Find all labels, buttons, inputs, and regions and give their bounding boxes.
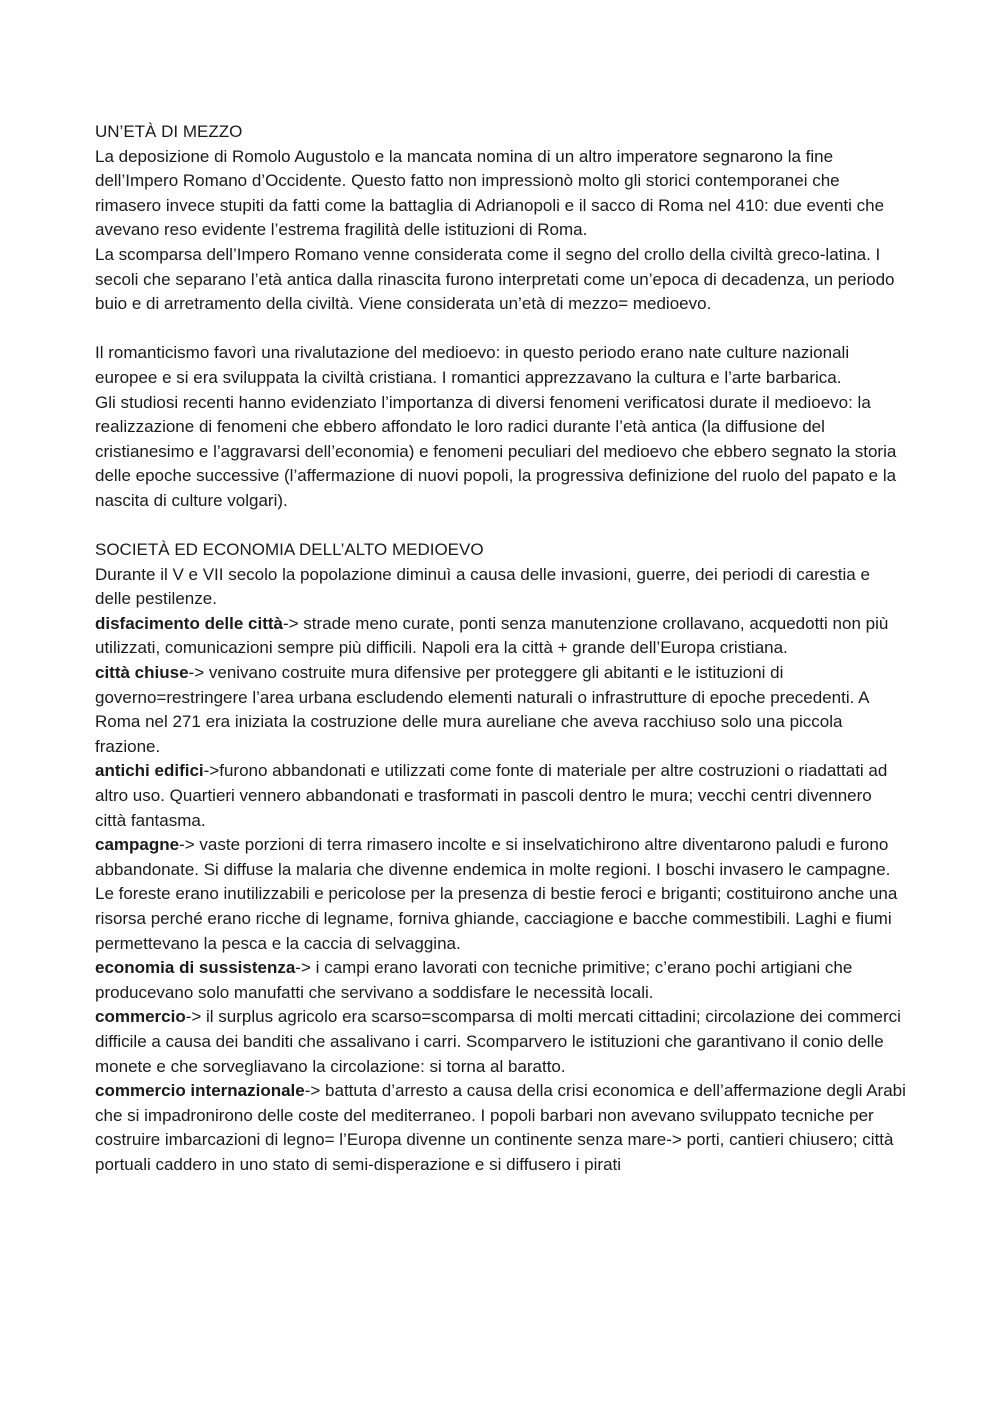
item-term: commercio internazionale [95,1081,305,1101]
list-item [95,612,907,661]
list-item [95,661,907,759]
item-term: disfacimento delle città [95,613,283,633]
item-text: ->furono abbandonati e utilizzati come fonte di materiale per altre costruzioni o riadattati ad altro uso. Quartieri vennero abbandonati e trasformati in pascoli dentro le mura; vecchi centri divennero città fantasma. [95,761,888,830]
item-text: -> strade meno curate, ponti senza manutenzione crollavano, acquedotti non più utilizzati, comunicazioni sempre più difficili. Napoli era la città + grande dell’Europa cristiana. [95,613,889,658]
document-body [95,120,907,1178]
item-text: -> venivano costruite mura difensive per proteggere gli abitanti e le istituzioni di governo=restringere l’area urbana escludendo elementi naturali o infrastrutture di epoche precedenti. A Roma nel 271 era iniziata la costruzione delle mura aureliane che aveva racchiuso solo una piccola frazione. [95,663,869,756]
section-heading-societa-economia: SOCIETÀ ED ECONOMIA DELL’ALTO MEDIOEVO [95,540,484,560]
item-text: -> battuta d’arresto a causa della crisi economica e dell’affermazione degli Arabi che si impadronirono delle coste del mediterraneo. I popoli barbari non avevano sviluppato tecniche per costruire imbarcazioni di legno= l’Europa divenne un continente senza mare-> porti, cantieri chiusero; città portuali caddero in uno stato di semi-disperazione e si diffusero i pirati [95,1081,906,1174]
list-item [95,833,907,956]
list-item [95,1079,907,1177]
paragraph: Il romanticismo favorì una rivalutazione del medioevo: in questo periodo erano nate culture nazionali europee e si era sviluppata la civiltà cristiana. I romantici apprezzavano la cultura e l’arte barbarica. [95,343,850,387]
paragraph: Gli studiosi recenti hanno evidenziato l’importanza di diversi fenomeni verificatosi durate il medioevo: la realizzazione di fenomeni che ebbero affondato le loro radici durante l’età antica (la diffusione del cristianesimo e l’aggravarsi dell’economia) e fenomeni peculiari del medioevo che ebbero segnato la storia delle epoche successive (l’affermazione di nuovi popoli, la progressiva definizione del ruolo del papato e la nascita di culture volgari). [95,392,897,510]
item-term: campagne [95,835,180,855]
item-text: -> il surplus agricolo era scarso=scomparsa di molti mercati cittadini; circolazione dei commerci difficile a causa dei banditi che assalivano i carri. Scomparvero le istituzioni che garantivano il conio delle monete e che sorvegliavano la circolazione: si torna al baratto. [95,1007,901,1076]
blank-line [95,514,907,539]
item-term: antichi edifici [95,761,204,781]
list-item [95,1005,907,1079]
paragraph: La scomparsa dell’Impero Romano venne considerata come il segno del crollo della civiltà greco-latina. I secoli che separano l’età antica dalla rinascita furono interpretati come un’epoca di decadenza, un periodo buio e di arretramento della civiltà. Viene considerata un’età di mezzo= medioevo. [95,244,895,314]
paragraph: Durante il V e VII secolo la popolazione diminuì a causa delle invasioni, guerre, dei periodi di carestia e delle pestilenze. [95,564,870,609]
paragraph: La deposizione di Romolo Augustolo e la mancata nomina di un altro imperatore segnarono la fine dell’Impero Romano d’Occidente. Questo fatto non impressionò molto gli storici contemporanei che rimasero invece stupiti da fatti come la battaglia di Adrianopoli e il sacco di Roma nel 410: due eventi che avevano reso evidente l’estrema fragilità delle istituzioni di Roma. [95,146,885,240]
list-item [95,956,907,1005]
blank-line [95,317,907,342]
item-text: -> i campi erano lavorati con tecniche primitive; c’erano pochi artigiani che producevano solo manufatti che servivano a soddisfare le necessità locali. [95,958,853,1002]
item-text: -> vaste porzioni di terra rimasero incolte e si inselvatichirono altre diventarono paludi e furono abbandonate. Si diffuse la malaria che divenne endemica in molte regioni. I boschi invasero le campagne. Le foreste erano inutilizzabili e pericolose per la presenza di bestie feroci e briganti; costituirono anche una risorsa perché erano ricche di legname, forniva ghiande, cacciagione e bacche commestibili. Laghi e fiumi permettevano la pesca e la caccia di selvaggina. [95,835,898,953]
section-heading-eta-di-mezzo: UN’ETÀ DI MEZZO [95,122,243,141]
item-term: economia di sussistenza [95,958,296,978]
item-term: commercio [95,1007,186,1027]
list-item [95,759,907,833]
item-term: città chiuse [95,663,189,683]
